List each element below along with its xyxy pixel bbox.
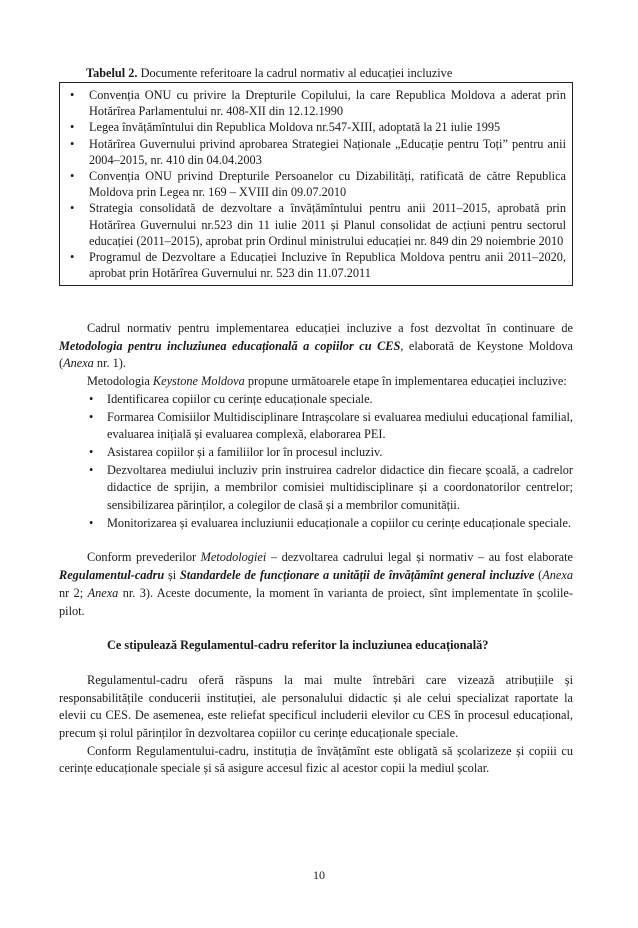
regulation-title: Regulamentul-cadru	[59, 568, 165, 583]
section-question-heading: Ce stipulează Regulamentul-cadru referitor la incluziunea educațională?	[107, 638, 489, 653]
documents-list	[66, 87, 566, 281]
list-item: • Asistarea copiilor și a familiilor lor în procesul incluziv.	[59, 444, 573, 462]
spacer	[59, 532, 573, 549]
methodology-title: Metodologia pentru incluziunea educațională a copiilor cu CES	[59, 338, 401, 353]
paragraph-institution-obligation: Conform Regulamentului-cadru, instituția de învățămînt este obligată să școlarizeze și copiii cu cerințe educaționale speciale și să asigure accesul fizic al acestor copii la mediul școlar.	[59, 743, 573, 776]
table-caption-text: Documente referitoare la cadrul normativ al educației incluzive	[137, 66, 453, 80]
text-run: nr 2;	[59, 585, 88, 600]
keystone-name: Keystone Moldova	[152, 374, 245, 389]
list-item: • Identificarea copiilor cu cerințe educaționale speciale.	[59, 391, 573, 409]
documents-table	[59, 82, 573, 286]
text-run: propune următoarele etape în implementarea educației incluzive:	[244, 374, 567, 389]
list-item: • Formarea Comisiilor Multidisciplinare Intrașcolare si evaluarea mediului educațional familial, evaluarea inițială și evaluarea complexă, elaborarea PEI.	[59, 409, 573, 444]
text-run: și	[164, 568, 180, 583]
annex-ref: Anexa	[542, 568, 573, 583]
document-item: • Convenția ONU cu privire la Drepturile Copilului, la care Republica Moldova a aderat prin Hotărîrea Parlamentului nr. 408-XII din 12.12.1990	[66, 87, 566, 119]
page-number: 10	[313, 868, 325, 882]
spacer	[59, 620, 573, 637]
paragraph-regulations	[59, 549, 573, 620]
body-text	[59, 320, 573, 778]
table-caption-label: Tabelul 2.	[86, 66, 138, 80]
table-caption	[86, 66, 452, 81]
list-item: • Dezvoltarea mediului incluziv prin instruirea cadrelor didactice din fiecare școală, a cadrelor didactice de sprijin, a membrilor comisiei multidisciplinare și a coordonatorilor centrelor; sensibilizarea părinților, a colegilor de clasă și a membrilor comunității.	[59, 462, 573, 515]
paragraph-methodology-steps-intro	[59, 373, 573, 391]
document-item: • Programul de Dezvoltare a Educației Incluzive în Republica Moldova pentru anii 2011–2020, aprobat prin Hotărîrea Guvernului nr. 523 din 11.07.2011	[66, 249, 566, 281]
methodology-ref: Metodologiei	[200, 550, 267, 565]
paragraph-normative-framework	[59, 320, 573, 373]
text-run: nr. 1).	[93, 356, 126, 371]
list-item: • Monitorizarea și evaluarea incluziunii educaționale a copiilor cu cerințe educaționale speciale.	[59, 515, 573, 533]
document-item: • Legea învățămîntului din Republica Moldova nr.547-XIII, adoptată la 21 iulie 1995	[66, 119, 566, 135]
text-run: nr. 3). Aceste documente, la moment în varianta de proiect, sînt implementate în școlile-pilot.	[59, 585, 573, 618]
text-run: (	[534, 568, 543, 583]
document-item: • Convenția ONU privind Drepturile Persoanelor cu Dizabilități, ratificată de către Republica Moldova prin Legea nr. 169 – XVIII din 09.07.2010	[66, 168, 566, 200]
text-run: Conform prevederilor	[87, 550, 201, 565]
spacer	[59, 655, 573, 672]
text-run: Cadrul normativ pentru implementarea educației incluzive a fost dezvoltat în continuare de	[87, 321, 573, 335]
text-run: Metodologia	[87, 374, 153, 389]
annex-ref: Anexa	[63, 356, 94, 371]
methodology-steps-list	[59, 391, 573, 533]
paragraph-regulation-answers: Regulamentul-cadru oferă răspuns la mai multe întrebări care vizează atribuțiile și responsabilitățile conducerii instituției, ale personalului didactic și ale celui specializat raportate la elevii cu CES. De asemenea, este reliefat specificul includerii elevilor cu CES în procesul educațional, precum și rolul părinților în dezvoltarea copiilor cu cerințe educaționale speciale.	[59, 672, 573, 741]
standards-title: Standardele de funcționare a unității de învățămînt general incluzive	[179, 568, 535, 583]
text-run: – dezvoltarea cadrului legal și normativ – au fost elaborate	[266, 550, 573, 565]
document-item: • Strategia consolidată de dezvoltare a învățămîntului pentru anii 2011–2015, aprobată prin Hotărîrea Guvernului nr.523 din 11 iulie 2011 și Planul consolidat de acțiuni pentru sectorul educației (2011–2015), aprobat prin Ordinul ministrului educației nr. 849 din 29 noiembrie 2010	[66, 200, 566, 249]
document-item: • Hotărîrea Guvernului privind aprobarea Strategiei Naționale „Educație pentru Toți” pentru anii 2004–2015, nr. 410 din 04.04.2003	[66, 136, 566, 168]
text-run: , elaborată de Keystone Moldova (	[59, 338, 573, 371]
annex-ref: Anexa	[87, 585, 119, 600]
